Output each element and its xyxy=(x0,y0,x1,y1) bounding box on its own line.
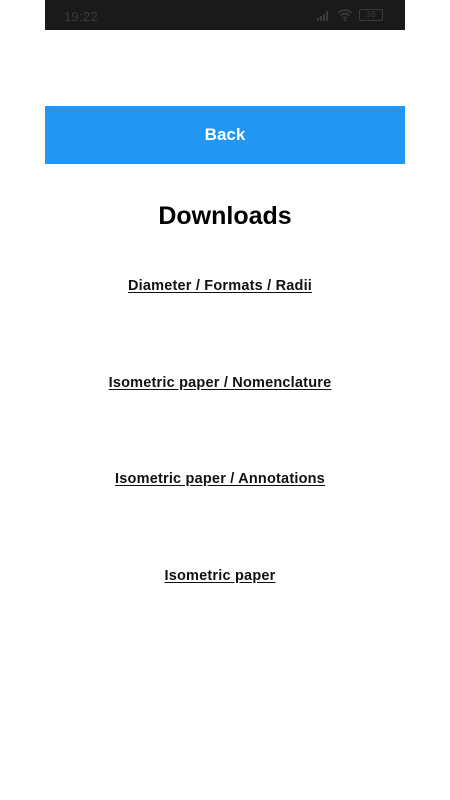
status-bar xyxy=(45,0,405,30)
page-title: Downloads xyxy=(158,202,292,230)
battery-level-text: 38 xyxy=(365,10,377,19)
download-link-isometric-annotations[interactable]: Isometric paper / Annotations xyxy=(115,471,325,487)
back-button[interactable]: Back xyxy=(45,106,405,164)
download-link-isometric-nomenclature[interactable]: Isometric paper / Nomenclature xyxy=(108,375,332,391)
status-icons xyxy=(317,8,383,22)
download-link-isometric-paper[interactable]: Isometric paper xyxy=(164,568,276,584)
app-viewport xyxy=(45,0,405,800)
wifi-icon xyxy=(337,9,353,21)
battery-icon xyxy=(359,9,383,21)
status-time: 19:22 xyxy=(64,9,99,24)
signal-icon xyxy=(317,9,331,21)
download-link-diameter-formats-radii[interactable]: Diameter / Formats / Radii xyxy=(127,278,313,294)
